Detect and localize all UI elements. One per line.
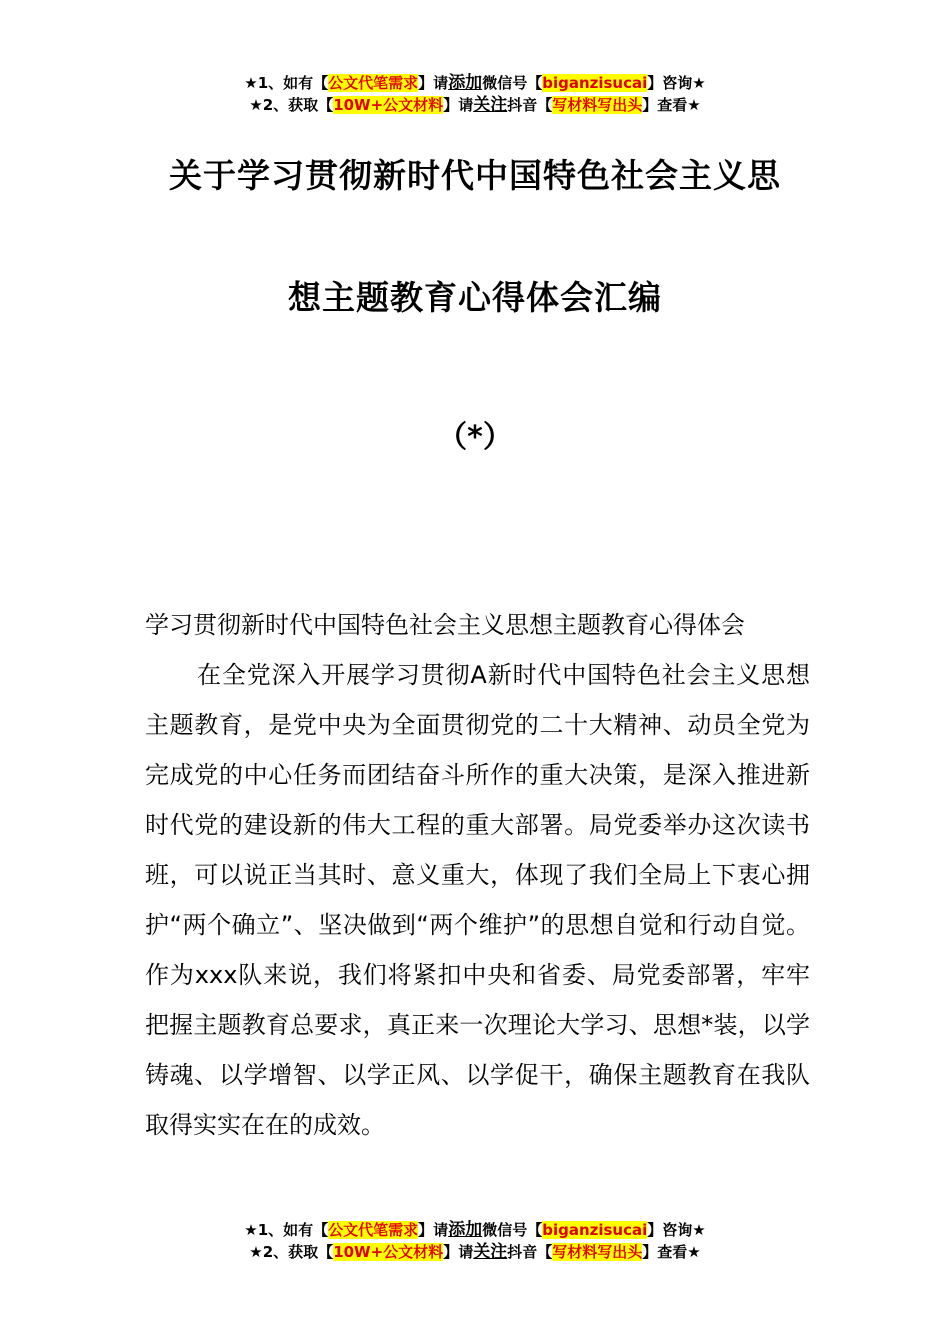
banner-highlight-douyin: 写材料写出头 — [552, 96, 643, 114]
banner-text: 】请 — [443, 96, 474, 114]
banner-highlight-service: 公文代笔需求 — [328, 1221, 419, 1239]
banner-highlight-service: 公文代笔需求 — [328, 74, 419, 92]
banner-text: 抖音【 — [507, 1243, 553, 1261]
banner-text: 】请 — [418, 1221, 449, 1239]
banner-text: 】请 — [443, 1243, 474, 1261]
banner-emphasis: 添加 — [448, 73, 483, 93]
document-title-line-2: 想主题教育心得体会汇编 — [288, 278, 662, 317]
banner-highlight-wechat-id: biganzisucai — [542, 1221, 648, 1239]
banner-text: 】查看★ — [642, 96, 701, 114]
banner-text: ★1、如有【 — [244, 74, 329, 92]
document-title-line-1: 关于学习贯彻新时代中国特色社会主义思 — [169, 156, 781, 195]
banner-text: 抖音【 — [507, 96, 553, 114]
banner-text: 】咨询★ — [647, 74, 706, 92]
banner-text: 】咨询★ — [647, 1221, 706, 1239]
document-subtitle-mark: （*） — [437, 420, 513, 455]
banner-line-2 — [0, 1241, 950, 1263]
banner-text: 】请 — [418, 74, 449, 92]
banner-text: 微信号【 — [482, 74, 543, 92]
banner-emphasis: 关注 — [473, 1242, 508, 1262]
banner-text: ★1、如有【 — [244, 1221, 329, 1239]
bottom-banner — [0, 1219, 950, 1263]
banner-line-1 — [0, 72, 950, 94]
body-paragraph: 在全党深入开展学习贯彻A新时代中国特色社会主义思想主题教育，是党中央为全面贯彻党的二十大精神、动员全党为完成党的中心任务而团结奋斗所作的重大决策，是深入推进新时代党的建设新的伟大工程的重大部署。局党委举办这次读书班，可以说正当其时、意义重大，体现了我们全局上下衷心拥护“两个确立”、坚决做到“两个维护”的思想自觉和行动自觉。作为xxx队来说，我们将紧扣中央和省委、局党委部署，牢牢把握主题教育总要求，真正来一次理论大学习、思想*装，以学铸魂、以学增智、以学正风、以学促干，确保主题教育在我队取得实实在在的成效。 — [145, 661, 810, 1139]
banner-highlight-materials: 10W+公文材料 — [333, 96, 444, 114]
document-body — [145, 600, 810, 1150]
banner-highlight-materials: 10W+公文材料 — [333, 1243, 444, 1261]
banner-text: ★2、获取【 — [249, 96, 334, 114]
banner-highlight-douyin: 写材料写出头 — [552, 1243, 643, 1261]
top-banner — [0, 72, 950, 116]
banner-text: ★2、获取【 — [249, 1243, 334, 1261]
banner-emphasis: 添加 — [448, 1220, 483, 1240]
banner-highlight-wechat-id: biganzisucai — [542, 74, 648, 92]
banner-text: 微信号【 — [482, 1221, 543, 1239]
banner-line-2 — [0, 94, 950, 116]
banner-emphasis: 关注 — [473, 95, 508, 115]
section-heading: 学习贯彻新时代中国特色社会主义思想主题教育心得体会 — [145, 611, 745, 639]
banner-text: 】查看★ — [642, 1243, 701, 1261]
banner-line-1 — [0, 1219, 950, 1241]
